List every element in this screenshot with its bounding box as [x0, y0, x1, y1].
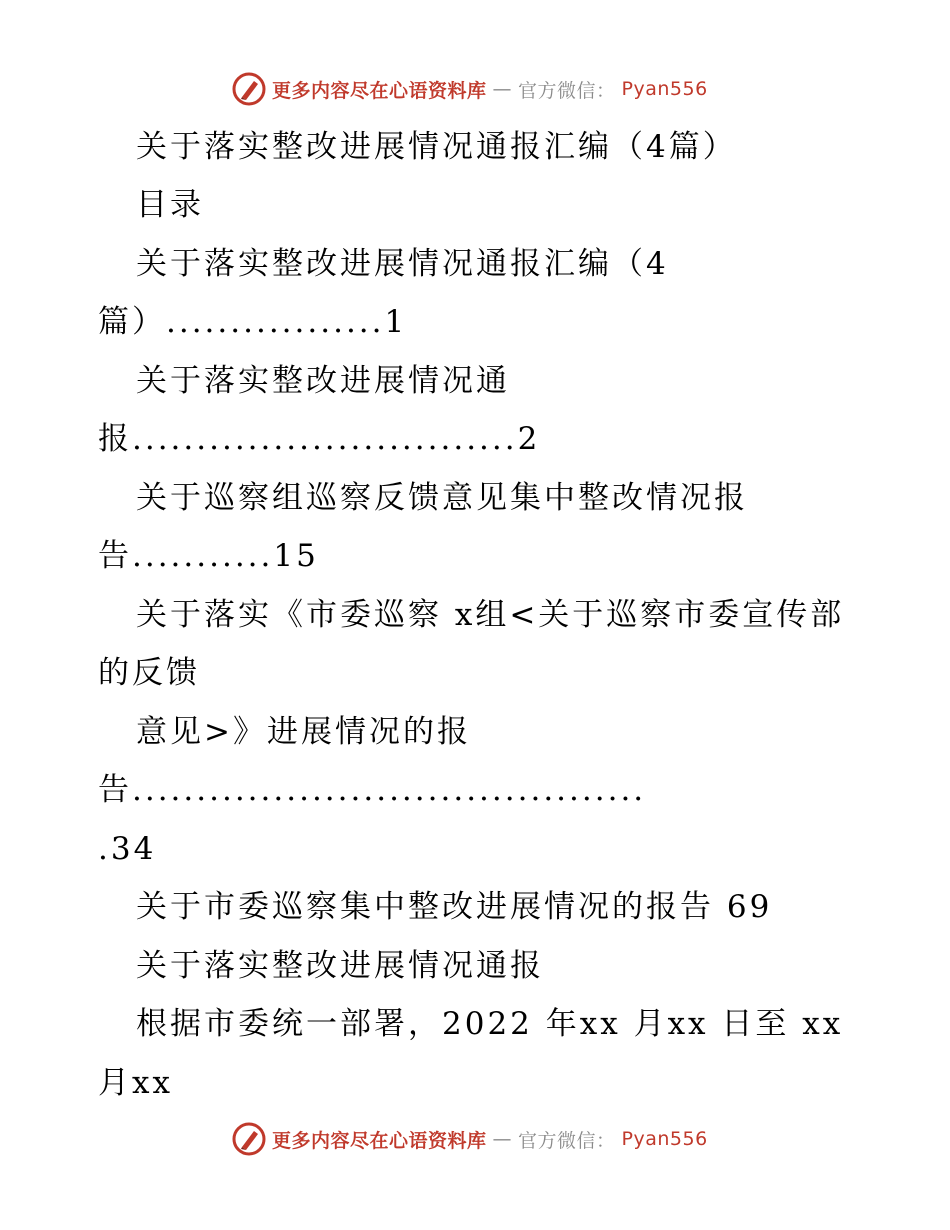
header-banner	[232, 71, 708, 107]
section-title: 关于落实整改进展情况通报	[136, 948, 544, 984]
banner-dash: —	[492, 78, 513, 100]
banner-wechat-label: 官方微信：	[518, 79, 616, 102]
toc-entry-3-line1: 关于巡察组巡察反馈意见集中整改情况报	[136, 480, 748, 516]
toc-entry-4-line4: 告........................................	[98, 772, 647, 808]
banner-site-text: 更多内容尽在心语资料库	[272, 79, 487, 102]
toc-heading: 目录	[136, 187, 204, 223]
toc-entry-3-line2: 告...........15	[98, 538, 319, 574]
footer-banner	[232, 1121, 708, 1157]
body-line-1: 根据市委统一部署，2022 年xx 月xx 日至 xx	[136, 1006, 844, 1042]
banner-wechat-id: Pyan556	[621, 1128, 708, 1150]
banner-wechat-label: 官方微信：	[518, 1129, 616, 1152]
banner-dash: —	[492, 1128, 513, 1150]
banner-wechat-id: Pyan556	[621, 78, 708, 100]
toc-entry-5: 关于市委巡察集中整改进展情况的报告 69	[136, 889, 773, 925]
toc-entry-4-line5: .34	[98, 831, 157, 867]
toc-entry-2-line1: 关于落实整改进展情况通	[136, 363, 510, 399]
toc-entry-4-line3: 意见>》进展情况的报	[136, 714, 471, 750]
pen-logo-icon	[232, 72, 266, 106]
toc-entry-4-line2: 的反馈	[98, 655, 200, 691]
banner-site-text: 更多内容尽在心语资料库	[272, 1129, 487, 1152]
document-title: 关于落实整改进展情况通报汇编（4篇）	[136, 129, 737, 165]
body-line-2: 月xx	[98, 1065, 173, 1101]
toc-entry-4-line1: 关于落实《市委巡察 x组<关于巡察市委宣传部	[136, 597, 845, 633]
pen-logo-icon	[232, 1122, 266, 1156]
toc-entry-2-line2: 报..............................2	[98, 421, 541, 457]
toc-entry-1-line2: 篇）.................1	[98, 304, 408, 340]
toc-entry-1-line1: 关于落实整改进展情况通报汇编（4	[136, 246, 669, 282]
